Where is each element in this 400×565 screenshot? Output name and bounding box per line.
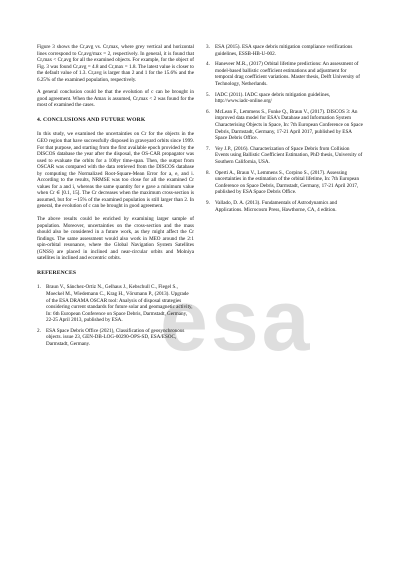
paragraph-general-conclusion: A general conclusion could be that the evolution of c can be brought in good agreement. When the Amax is assumed, Cr,max < 2 was found for the most of examined the cases. <box>37 89 194 109</box>
reference-number: 7. <box>206 145 210 152</box>
reference-item <box>206 146 363 166</box>
reference-text: Operti A., Braun V., Lemmens S., Corpino S., (2017). Assessing uncertainties in the estimation of the orbital lifetime, In: 7th European Conference on Space Debris, Darmstadt, Germany, 17-21 April 2017, published by ESA Space Debris Office. <box>215 169 360 196</box>
reference-item <box>206 200 363 213</box>
reference-number: 2. <box>37 327 41 334</box>
reference-number: 3. <box>206 44 210 50</box>
reference-list-right <box>206 44 363 213</box>
reference-number: 6. <box>206 108 210 115</box>
reference-text: Vey J.P., (2016). Characterization of Space Debris from Collision Events using Ballistic Coefficient Estimation, PhD thesis, University of Southern California, USA. <box>215 145 363 165</box>
section-heading-references: REFERENCES <box>37 269 77 276</box>
section-heading-conclusions: 4. CONCLUSIONS AND FUTURE WORK <box>37 116 146 123</box>
right-column <box>206 44 363 217</box>
reference-item <box>206 61 363 87</box>
reference-number: 8. <box>206 169 210 176</box>
paragraph-future-work: The above results could be enriched by examining larger sample of population. Moreover, uncertainties on the cross-section and the mass should also be considered in a future work, as they might affect the Cr findings. The same assessment would also work in MEO around the 2:1 spin-orbital resonance, where the Global Navigation System Satellites (GNSS) are placed in inclined and near-circular orbits and Molniya satellites in inclined and eccentric orbits. <box>37 216 194 262</box>
reference-item <box>37 284 194 323</box>
reference-text: Vallado, D. A. (2013). Fundamentals of Astrodynamics and Applications. Microcosm Press, Hawthorne, CA, 4 edition. <box>215 200 338 213</box>
reference-number: 4. <box>206 61 210 68</box>
reference-text: ESA (2015). ESA space debris mitigation compliance verifications guidelines, ESSB-HB-U-002. <box>215 44 353 57</box>
reference-number: 1. <box>37 284 41 291</box>
reference-number: 9. <box>206 200 210 207</box>
reference-item <box>37 328 194 348</box>
reference-item <box>206 92 363 105</box>
reference-text: ESA Space Debris Office (2021), Classification of geosynchronous objects. issue 23, GEN-DB-LOG-00290-OPS-SD, ESA/ESOC, Darmstadt, Germany. <box>46 327 185 347</box>
reference-text: Braun V., Sánchez-Ortiz N., Gelhaus J., Kebschull C., Flegel S., Moeckel M., Wiedemann C., Krag H., Vörsmann P., (2013). Upgrade of the ESA DRAMA OSCAR tool: Analysis of disposal strategies considering current standards for future solar and geomagnetic activity, In: 6th European Conference on Space Debris, Darmstadt, Germany, 22-25 April 2013, published by ESA. <box>46 284 193 324</box>
reference-number: 5. <box>206 91 210 98</box>
reference-list-left <box>37 284 194 347</box>
paragraph-figure-discussion: Figure 3 shows the Cr,avg vs. Cr,max, where grey vertical and horizontal lines correspond to Cr,avg/max = 2, respectively. In general, it is found that Cr,max < Cr,avg for all the examined objects. For example, for the object of Fig. 3 was found Cr,avg = 4.8 and Cr,max = 1.8. The latest value is closer to the default value of 1.3. Cr,avg is larger than 2 and 1 for the 15.6% and the 6.25% of the examined population, respectively. <box>37 44 194 83</box>
left-column <box>37 44 194 352</box>
esa-watermark: esa <box>160 273 313 369</box>
reference-text: IADC (2011). IADC space debris mitigation guidelines, http://www.iadc-online.org/ <box>215 91 331 105</box>
reference-item <box>206 170 363 196</box>
reference-item <box>206 44 363 57</box>
paragraph-study-summary: In this study, we examined the uncertainties on Cr for the objects in the GEO region that have successfully disposed in graveyard orbits since 1999. For that purpose, and starting from the first available epoch provided by the DISCOS database the year after the disposal, the OS-CAR propagator was used to evaluate the orbits for a 100yr time-span. Then, the output from OSCAR was compared with the data retrieved from the DISCOS database by computing the Normalized Root-Square-Mean Error for a, e, and i. According to the results, NRMSE was too close for all the examined Cr values for a and i, whereas the same quantity for e gave a minimum value when Cr ∈ [0.1, 15]. The Cr decreases when the maximum cross-section is assumed, but for ∼15% of the examined population is still larger than 2. In general, the evolution of c can be brought in good agreement. <box>37 131 194 210</box>
reference-text: McLean F., Lemmens S., Funke Q., Braun V., (2017). DISCOS 3: An improved data model for ESA's Database and Information System Characterising Objects in Space, In: 7th European Conference on Space Debris, Darmstadt, Germany, 17-21 April 2017, published by ESA Space Debris Office. <box>215 108 363 142</box>
reference-text: Haneveer M.R., (2017) Orbital lifetime predictions: An assessment of model-based ballistic coefficient estimations and adjustment for temporal drag coefficient variations. Master thesis, Delft University of Technology, Netherlands. <box>215 61 360 87</box>
reference-item <box>206 109 363 142</box>
